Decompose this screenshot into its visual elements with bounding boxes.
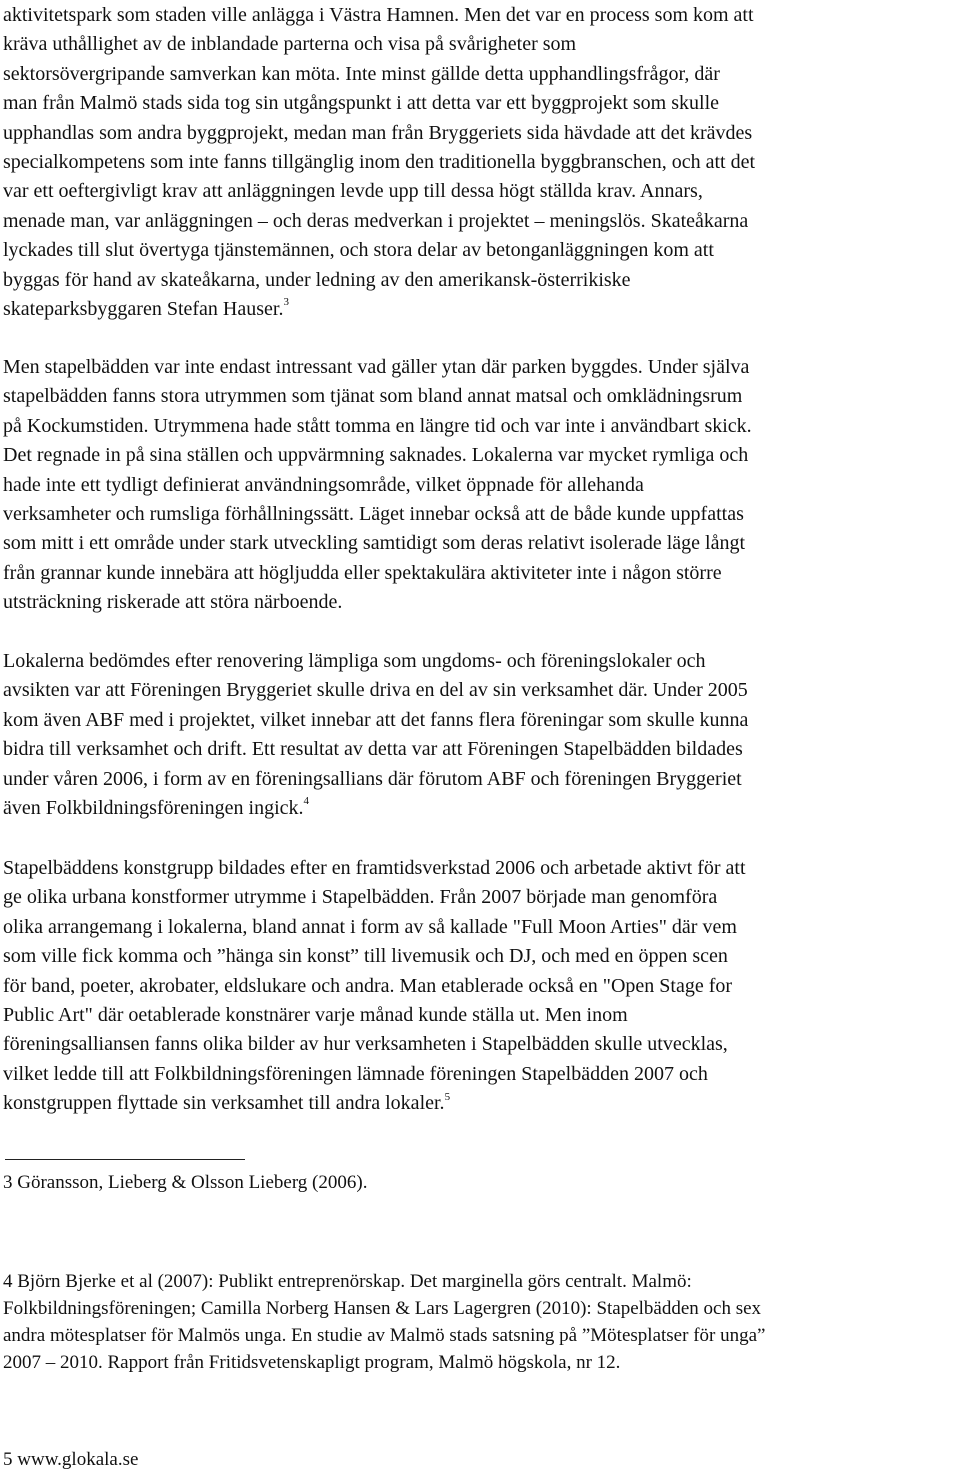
footnote-ref-5[interactable]: 5 [444,1090,451,1103]
paragraph-text: Stapelbäddens konstgrupp bildades efter en framtidsverkstad 2006 och arbetade aktivt för att ge olika urbana konstformer utrymme i Stapelbädden. Från 2007 började man genomföra olika arrangemang i lokalerna, bland annat i form av så kallade "Full Moon Arties" där vem som ville fick komma och ”hänga sin konst” till livemusik och DJ, och med en öppen scen för band, poeter, akrobater, eldslukare och andra. Man etablerade också en "Open Stage for Public Art" där oetablerade konstnärer varje månad kunde ställa ut. Men inom föreningsalliansen fanns olika bilder av hur verksamheten i Stapelbädden skulle utvecklas, vilket ledde till att Folkbildningsföreningen lämnade föreningen Stapelbädden 2007 och konstgruppen flyttade sin verksamhet till andra lokaler. [3,857,746,1115]
paragraph-art-group [3,854,746,1119]
paragraph-skatepark-process [3,1,755,324]
paragraph-text: aktivitetspark som staden ville anlägga i Västra Hamnen. Men det var en process som kom att kräva uthållighet av de inblandade parterna och visa på svårigheter som sektorsövergripande samverkan kan möta. Inte minst gällde detta upphandlingsfrågor, där man från Malmö stads sida tog sin utgångspunkt i att detta var ett byggprojekt som skulle upphandlas som andra byggprojekt, medan man från Bryggeriets sida hävdade att det krävdes specialkompetens som inte fanns tillgänglig inom den traditionella byggbranschen, och att det var ett oeftergivligt krav att anläggningen levde upp till dessa högt ställda krav. Annars, menade man, var anläggningen – och deras medverkan i projektet – meningslös. Skateåkarna lyckades till slut övertyga tjänstemännen, och stora delar av betonganläggningen kom att byggas för hand av skateåkarna, under ledning av den amerikansk-österrikiske skateparksbyggaren Stefan Hauser. [3,4,756,321]
footnote-divider [5,1159,245,1160]
footnote-3: 3 Göransson, Lieberg & Olsson Lieberg (2006). [3,1172,368,1193]
paragraph-premises-association [3,647,748,823]
footnote-5: 5 www.glokala.se [3,1449,139,1470]
footnote-4: 4 Björn Bjerke et al (2007): Publikt entreprenörskap. Det marginella görs centralt. Malmö: Folkbildningsföreningen; Camilla Norberg Hansen & Lars Lagergren (2010): Stapelbädden och sex andra mötesplatser för Malmös unga. En studie av Malmö stads satsning på ”Mötesplatser för unga” 2007 – 2010. Rapport från Fritidsvetenskapligt program, Malmö högskola, nr 12. [3,1271,766,1373]
paragraph-text: Lokalerna bedömdes efter renovering lämpliga som ungdoms- och föreningslokaler och avsikten var att Föreningen Bryggeriet skulle driva en del av sin verksamhet där. Under 2005 kom även ABF med i projektet, vilket innebar att det fanns flera föreningar som skulle kunna bidra till verksamhet och drift. Ett resultat av detta var att Föreningen Stapelbädden bildades under våren 2006, i form av en föreningsallians där förutom ABF och föreningen Bryggeriet även Folkbildningsföreningen ingick. [3,650,749,820]
paragraph-text: Men stapelbädden var inte endast intressant vad gäller ytan där parken byggdes. Under själva stapelbädden fanns stora utrymmen som tjänat som bland annat matsal och omklädningsrum på Kockumstiden. Utrymmena hade stått tomma en längre tid och var inte i användbart skick. Det regnade in på sina ställen och uppvärmning saknades. Lokalerna var mycket rymliga och hade inte ett tydligt definierat användningsområde, vilket öppnade för allehanda verksamheter och rumsliga förhållningssätt. Läget innebar också att de både kunde uppfattas som mitt i ett område under stark utveckling samtidigt som deras relativt isolerade läge långt från grannar kunde innebära att högljudda eller spektakulära aktiviteter inte i någon större utsträckning riskerade att störa närboende. [3,356,752,614]
paragraph-stapelbadden-spaces [3,353,752,618]
footnote-ref-3[interactable]: 3 [283,296,289,309]
footnote-ref-4[interactable]: 4 [303,795,310,808]
